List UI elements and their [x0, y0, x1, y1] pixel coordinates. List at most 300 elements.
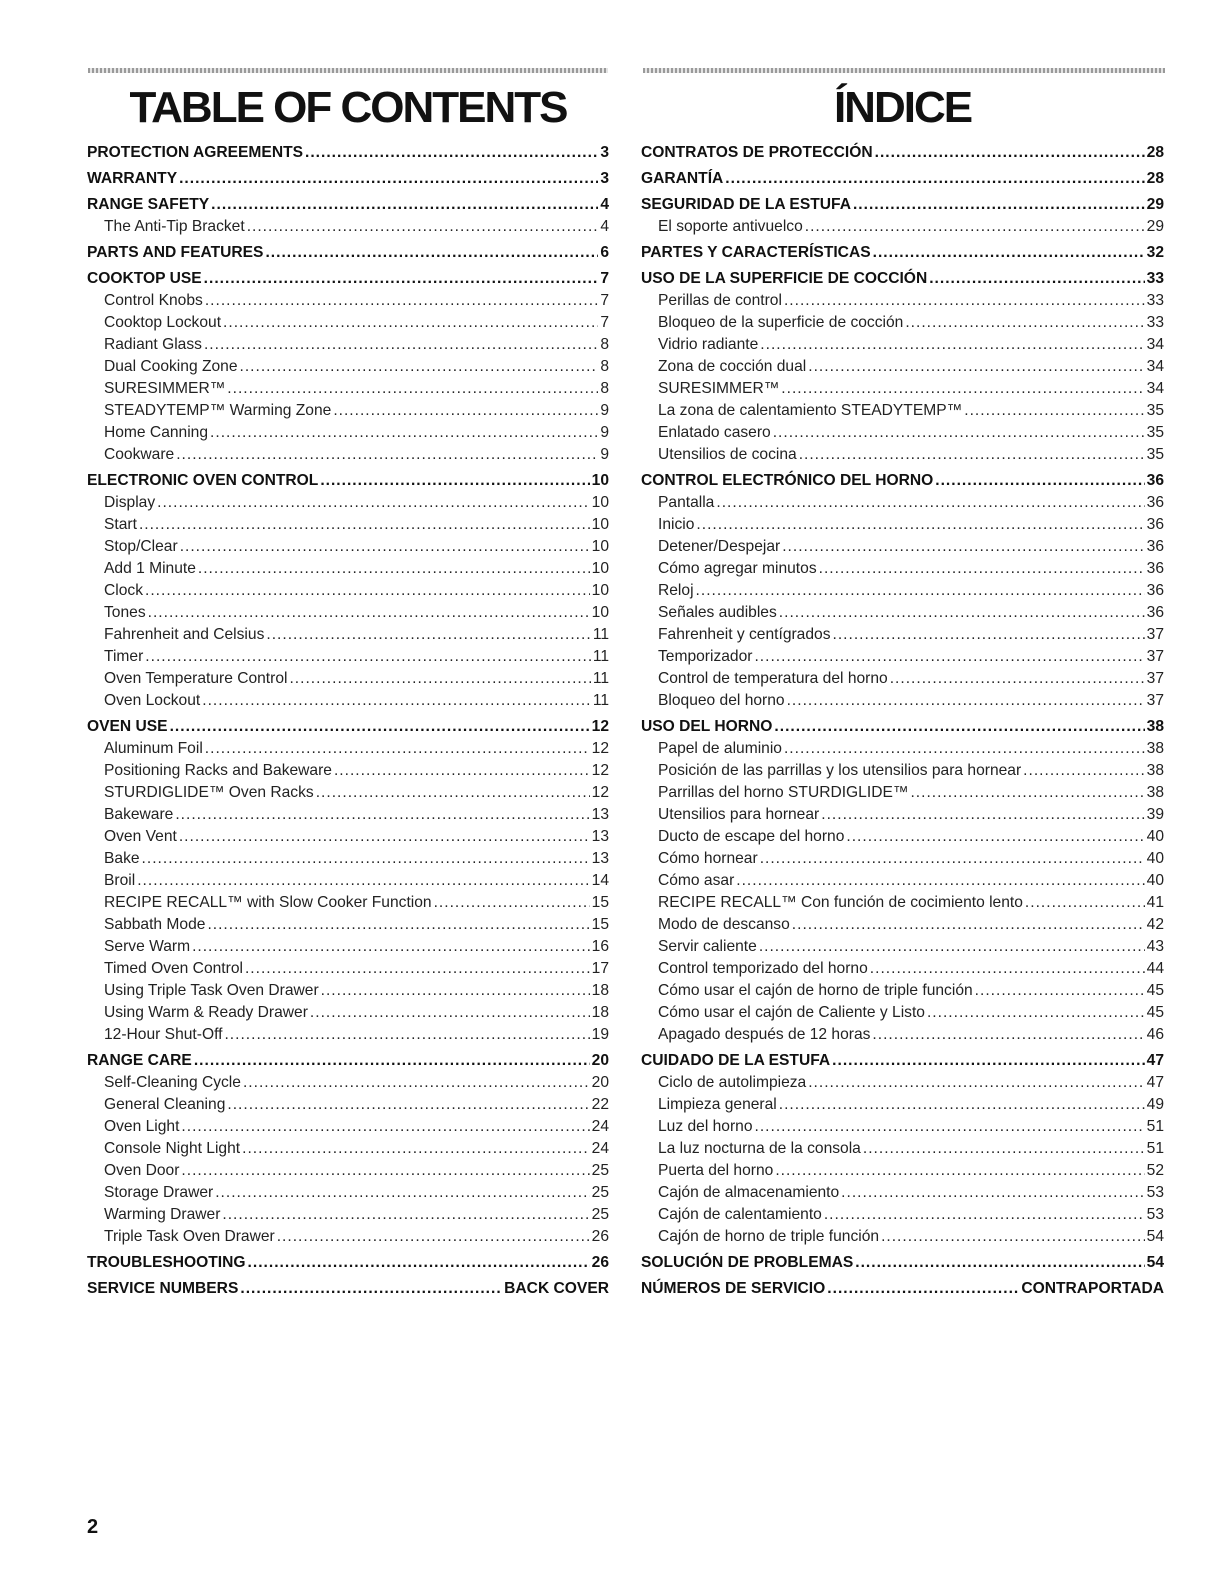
entry-page-number: 14: [591, 872, 609, 889]
entry-page-number: 3: [600, 170, 609, 187]
dot-leader: [222, 1204, 589, 1226]
dot-leader: [148, 602, 590, 624]
entry-page-number: 18: [591, 982, 609, 999]
dot-leader: [204, 268, 599, 290]
toc-subsection-entry: [641, 1226, 1164, 1248]
dot-leader: [910, 782, 1144, 804]
toc-subsection-entry: [87, 378, 609, 400]
entry-page-number: 13: [591, 828, 609, 845]
dot-leader: [881, 1226, 1145, 1248]
entry-label: Detener/Despejar: [658, 538, 781, 555]
entry-label: Broil: [104, 872, 136, 889]
toc-subsection-entry: [87, 936, 609, 958]
entry-label: Control temporizado del horno: [658, 960, 868, 977]
entry-label: Parrillas del horno STURDIGLIDE™: [658, 784, 909, 801]
entry-label: Stop/Clear: [104, 538, 178, 555]
dot-leader: [792, 914, 1145, 936]
toc-section-entry: [641, 1050, 1164, 1072]
toc-subsection-entry: [641, 1002, 1164, 1024]
entry-label: SEGURIDAD DE LA ESTUFA: [641, 196, 851, 213]
entry-label: Papel de aluminio: [658, 740, 782, 757]
dot-leader: [870, 958, 1145, 980]
dot-leader: [821, 804, 1144, 826]
toc-subsection-entry: [641, 980, 1164, 1002]
entry-page-number: 37: [1146, 670, 1164, 687]
entry-page-number: 11: [592, 648, 609, 665]
dot-leader: [181, 1160, 589, 1182]
toc-subsection-entry: [641, 356, 1164, 378]
dot-leader: [240, 356, 599, 378]
entry-label: RECIPE RECALL™ Con función de cocimiento lento: [658, 894, 1023, 911]
entry-label: Bloqueo del horno: [658, 692, 785, 709]
entry-label: Oven Light: [104, 1118, 180, 1135]
entry-page-number: 33: [1146, 270, 1164, 287]
entry-page-number: 35: [1146, 446, 1164, 463]
toc-subsection-entry: [641, 738, 1164, 760]
entry-page-number: 26: [591, 1254, 609, 1271]
dot-leader: [321, 980, 590, 1002]
entry-page-number: 54: [1146, 1228, 1164, 1245]
toc-subsection-entry: [87, 738, 609, 760]
entry-page-number: 28: [1146, 170, 1164, 187]
entry-page-number: 12: [591, 762, 609, 779]
toc-subsection-entry: [87, 334, 609, 356]
dot-leader: [224, 1024, 589, 1046]
dot-leader: [202, 690, 591, 712]
entry-label: CONTROL ELECTRÓNICO DEL HORNO: [641, 472, 934, 489]
toc-section-entry: [641, 1278, 1164, 1300]
entry-label: WARRANTY: [87, 170, 178, 187]
entry-page-number: 8: [600, 336, 609, 353]
toc-section-entry: [87, 142, 609, 164]
toc-subsection-entry: [641, 216, 1164, 238]
dot-leader: [181, 1116, 589, 1138]
dot-leader: [227, 1094, 589, 1116]
entry-label: PARTES Y CARACTERÍSTICAS: [641, 244, 871, 261]
toc-subsection-entry: [641, 1116, 1164, 1138]
toc-section-entry: [87, 470, 609, 492]
entry-page-number: 10: [591, 604, 609, 621]
dot-leader: [873, 242, 1145, 264]
dot-leader: [137, 870, 589, 892]
dot-leader: [799, 444, 1145, 466]
entry-label: Timed Oven Control: [104, 960, 243, 977]
toc-subsection-entry: [87, 914, 609, 936]
english-toc-column: [87, 82, 609, 1300]
dot-leader: [808, 356, 1144, 378]
dot-leader: [198, 558, 590, 580]
entry-label: PROTECTION AGREEMENTS: [87, 144, 304, 161]
dot-leader: [905, 312, 1144, 334]
entry-label: Oven Lockout: [104, 692, 201, 709]
toc-subsection-entry: [87, 1002, 609, 1024]
toc-subsection-entry: [641, 1204, 1164, 1226]
toc-section-entry: [87, 268, 609, 290]
entry-label: Aluminum Foil: [104, 740, 203, 757]
spanish-toc-column: [641, 82, 1164, 1300]
toc-subsection-entry: [87, 558, 609, 580]
entry-label: Control de temperatura del horno: [658, 670, 888, 687]
entry-page-number: 9: [600, 402, 609, 419]
toc-subsection-entry: [641, 690, 1164, 712]
toc-section-entry: [87, 194, 609, 216]
dot-leader: [157, 492, 590, 514]
dot-leader: [194, 1050, 590, 1072]
entry-page-number: 34: [1146, 380, 1164, 397]
toc-subsection-entry: [87, 1094, 609, 1116]
dot-leader: [205, 738, 590, 760]
entry-label: Storage Drawer: [104, 1184, 214, 1201]
entry-page-number: 39: [1146, 806, 1164, 823]
entry-label: OVEN USE: [87, 718, 168, 735]
entry-label: The Anti-Tip Bracket: [104, 218, 245, 235]
dot-leader: [841, 1182, 1144, 1204]
entry-label: Servir caliente: [658, 938, 757, 955]
toc-subsection-entry: [87, 1204, 609, 1226]
dot-leader: [833, 624, 1145, 646]
dot-leader: [242, 1138, 590, 1160]
entry-page-number: 45: [1146, 982, 1164, 999]
dot-leader: [784, 290, 1145, 312]
toc-section-entry: [641, 168, 1164, 190]
entry-label: Display: [104, 494, 156, 511]
entry-label: Self-Cleaning Cycle: [104, 1074, 241, 1091]
toc-subsection-entry: [87, 848, 609, 870]
entry-label: Señales audibles: [658, 604, 777, 621]
entry-label: Zona de cocción dual: [658, 358, 807, 375]
dot-leader: [277, 1226, 590, 1248]
dot-leader: [247, 216, 599, 238]
dot-leader: [760, 334, 1144, 356]
dot-leader: [827, 1278, 1019, 1300]
dot-leader: [179, 168, 598, 190]
entry-label: SURESIMMER™: [658, 380, 780, 397]
entry-label: El soporte antivuelco: [658, 218, 803, 235]
toc-subsection-entry: [87, 422, 609, 444]
toc-subsection-entry: [641, 624, 1164, 646]
dot-leader: [805, 216, 1145, 238]
entry-page-number: 25: [591, 1206, 609, 1223]
entry-label: Tones: [104, 604, 146, 621]
entry-label: Serve Warm: [104, 938, 191, 955]
toc-subsection-entry: [87, 356, 609, 378]
dot-leader: [334, 760, 590, 782]
entry-label: USO DEL HORNO: [641, 718, 773, 735]
entry-label: Clock: [104, 582, 143, 599]
entry-page-number: 12: [591, 740, 609, 757]
dot-leader: [434, 892, 590, 914]
dot-leader: [872, 1024, 1144, 1046]
toc-subsection-entry: [87, 216, 609, 238]
entry-label: RANGE CARE: [87, 1052, 192, 1069]
entry-page-number: 10: [591, 582, 609, 599]
dot-leader: [725, 168, 1144, 190]
dot-leader: [754, 646, 1144, 668]
toc-subsection-entry: [87, 312, 609, 334]
entry-label: Cómo agregar minutos: [658, 560, 817, 577]
entry-page-number: 40: [1146, 828, 1164, 845]
entry-label: Utensilios para hornear: [658, 806, 820, 823]
dot-leader: [787, 690, 1145, 712]
toc-subsection-entry: [641, 1182, 1164, 1204]
dot-leader: [781, 378, 1144, 400]
entry-page-number: 10: [591, 538, 609, 555]
entry-label: RECIPE RECALL™ with Slow Cooker Function: [104, 894, 432, 911]
dot-leader: [145, 580, 590, 602]
entry-label: NÚMEROS DE SERVICIO: [641, 1280, 826, 1297]
entry-label: Limpieza general: [658, 1096, 777, 1113]
toc-subsection-entry: [641, 848, 1164, 870]
entry-label: Timer: [104, 648, 144, 665]
entry-label: SOLUCIÓN DE PROBLEMAS: [641, 1254, 854, 1271]
entry-label: Pantalla: [658, 494, 715, 511]
toc-section-entry: [87, 242, 609, 264]
dot-leader: [248, 1252, 590, 1274]
toc-subsection-entry: [87, 1024, 609, 1046]
entry-label: STEADYTEMP™ Warming Zone: [104, 402, 332, 419]
entry-label: Oven Door: [104, 1162, 180, 1179]
toc-section-entry: [641, 194, 1164, 216]
entry-label: Ciclo de autolimpieza: [658, 1074, 807, 1091]
dot-leader: [929, 268, 1144, 290]
entry-page-number: 40: [1146, 850, 1164, 867]
toc-subsection-entry: [87, 690, 609, 712]
toc-subsection-entry: [87, 760, 609, 782]
entry-label: GARANTÍA: [641, 170, 724, 187]
toc-subsection-entry: [641, 602, 1164, 624]
entry-page-number: 16: [591, 938, 609, 955]
dot-leader: [736, 870, 1144, 892]
toc-section-entry: [87, 1278, 609, 1300]
toc-subsection-entry: [87, 1138, 609, 1160]
entry-page-number: 37: [1146, 648, 1164, 665]
entry-label: Cómo hornear: [658, 850, 758, 867]
entry-label: SURESIMMER™: [104, 380, 226, 397]
entry-page-number: 9: [600, 446, 609, 463]
toc-subsection-entry: [87, 580, 609, 602]
entry-label: Using Triple Task Oven Drawer: [104, 982, 319, 999]
toc-subsection-entry: [641, 782, 1164, 804]
decorative-rule-right: [643, 68, 1165, 73]
dot-leader: [863, 1138, 1145, 1160]
entry-page-number: 8: [600, 380, 609, 397]
dot-leader: [779, 602, 1145, 624]
entry-page-number: 36: [1146, 472, 1164, 489]
dot-leader: [782, 536, 1144, 558]
entry-page-number: 15: [591, 916, 609, 933]
entry-page-number: 36: [1146, 604, 1164, 621]
dot-leader: [289, 668, 590, 690]
dot-leader: [266, 624, 590, 646]
toc-subsection-entry: [641, 492, 1164, 514]
entry-label: Sabbath Mode: [104, 916, 206, 933]
entry-page-number: 28: [1146, 144, 1164, 161]
entry-label: PARTS AND FEATURES: [87, 244, 264, 261]
entry-label: Apagado después de 12 horas: [658, 1026, 871, 1043]
toc-subsection-entry: [87, 892, 609, 914]
indice-entries: [641, 142, 1164, 1300]
dot-leader: [310, 1002, 590, 1024]
entry-page-number: BACK COVER: [504, 1280, 609, 1297]
entry-label: Warming Drawer: [104, 1206, 221, 1223]
toc-subsection-entry: [87, 870, 609, 892]
toc-subsection-entry: [641, 514, 1164, 536]
dot-leader: [180, 536, 590, 558]
dot-leader: [890, 668, 1145, 690]
dot-leader: [316, 782, 590, 804]
entry-page-number: 15: [591, 894, 609, 911]
toc-subsection-entry: [87, 782, 609, 804]
toc-section-entry: [87, 1050, 609, 1072]
entry-page-number: 36: [1146, 494, 1164, 511]
entry-label: La zona de calentamiento STEADYTEMP™: [658, 402, 963, 419]
entry-page-number: 38: [1146, 718, 1164, 735]
toc-section-entry: [87, 168, 609, 190]
dot-leader: [205, 290, 598, 312]
toc-subsection-entry: [641, 826, 1164, 848]
entry-page-number: 20: [591, 1074, 609, 1091]
toc-subsection-entry: [87, 1182, 609, 1204]
entry-label: Bake: [104, 850, 140, 867]
entry-label: Cómo asar: [658, 872, 735, 889]
entry-page-number: 38: [1146, 762, 1164, 779]
entry-page-number: 12: [591, 718, 609, 735]
dot-leader: [265, 242, 598, 264]
entry-page-number: 10: [591, 494, 609, 511]
indice-title: ÍNDICE: [833, 83, 972, 132]
dot-leader: [305, 142, 598, 164]
toc-section-entry: [641, 242, 1164, 264]
dot-leader: [245, 958, 590, 980]
toc-subsection-entry: [641, 580, 1164, 602]
entry-label: STURDIGLIDE™ Oven Racks: [104, 784, 314, 801]
dot-leader: [774, 716, 1144, 738]
toc-subsection-entry: [641, 444, 1164, 466]
entry-label: Bloqueo de la superficie de cocción: [658, 314, 904, 331]
dot-leader: [875, 142, 1145, 164]
toc-section-entry: [641, 142, 1164, 164]
dot-leader: [1025, 892, 1145, 914]
toc-subsection-entry: [87, 1116, 609, 1138]
toc-subsection-entry: [641, 1024, 1164, 1046]
entry-label: Ducto de escape del horno: [658, 828, 845, 845]
dot-leader: [775, 1160, 1144, 1182]
entry-label: COOKTOP USE: [87, 270, 202, 287]
toc-subsection-entry: [641, 936, 1164, 958]
toc-subsection-entry: [87, 400, 609, 422]
entry-label: Oven Vent: [104, 828, 177, 845]
entry-page-number: 51: [1146, 1140, 1164, 1157]
entry-page-number: 25: [591, 1184, 609, 1201]
entry-label: Inicio: [658, 516, 695, 533]
entry-page-number: 38: [1146, 784, 1164, 801]
dot-leader: [227, 378, 598, 400]
entry-page-number: 13: [591, 850, 609, 867]
entry-page-number: 24: [591, 1118, 609, 1135]
toc-subsection-entry: [641, 422, 1164, 444]
toc-subsection-entry: [87, 514, 609, 536]
entry-label: USO DE LA SUPERFICIE DE COCCIÓN: [641, 270, 928, 287]
entry-page-number: 7: [600, 270, 609, 287]
toc-entries: [87, 142, 609, 1300]
dot-leader: [1023, 760, 1144, 782]
entry-label: Posición de las parrillas y los utensilios para hornear: [658, 762, 1022, 779]
toc-subsection-entry: [641, 804, 1164, 826]
entry-label: 12-Hour Shut-Off: [104, 1026, 223, 1043]
dot-leader: [760, 848, 1145, 870]
dot-leader: [170, 716, 590, 738]
toc-subsection-entry: [87, 536, 609, 558]
entry-label: Perillas de control: [658, 292, 782, 309]
entry-label: Fahrenheit y centígrados: [658, 626, 831, 643]
decorative-rule-left: [88, 68, 608, 73]
entry-label: Cookware: [104, 446, 175, 463]
dot-leader: [211, 194, 598, 216]
entry-page-number: 49: [1146, 1096, 1164, 1113]
dot-leader: [927, 1002, 1145, 1024]
entry-page-number: 10: [591, 472, 609, 489]
dot-leader: [145, 646, 591, 668]
dot-leader: [215, 1182, 589, 1204]
dot-leader: [935, 470, 1144, 492]
entry-label: Cajón de calentamiento: [658, 1206, 822, 1223]
toc-subsection-entry: [87, 958, 609, 980]
toc-title: TABLE OF CONTENTS: [129, 83, 567, 132]
toc-subsection-entry: [87, 624, 609, 646]
entry-page-number: 9: [600, 424, 609, 441]
entry-page-number: 54: [1146, 1254, 1164, 1271]
entry-label: Cajón de horno de triple función: [658, 1228, 880, 1245]
toc-subsection-entry: [641, 536, 1164, 558]
dot-leader: [846, 826, 1144, 848]
entry-page-number: 46: [1146, 1026, 1164, 1043]
toc-subsection-entry: [641, 1072, 1164, 1094]
entry-label: Console Night Light: [104, 1140, 241, 1157]
entry-label: Bakeware: [104, 806, 174, 823]
entry-label: Home Canning: [104, 424, 209, 441]
toc-section-entry: [87, 1252, 609, 1274]
entry-label: Using Warm & Ready Drawer: [104, 1004, 308, 1021]
entry-page-number: 4: [600, 196, 609, 213]
toc-subsection-entry: [87, 444, 609, 466]
entry-page-number: 43: [1146, 938, 1164, 955]
dot-leader: [824, 1204, 1145, 1226]
dot-leader: [192, 936, 590, 958]
toc-subsection-entry: [641, 558, 1164, 580]
dot-leader: [240, 1278, 502, 1300]
entry-label: Cooktop Lockout: [104, 314, 222, 331]
entry-page-number: CONTRAPORTADA: [1021, 1280, 1164, 1297]
toc-subsection-entry: [87, 826, 609, 848]
toc-subsection-entry: [641, 334, 1164, 356]
dot-leader: [175, 804, 589, 826]
dot-leader: [207, 914, 589, 936]
dot-leader: [784, 738, 1145, 760]
entry-page-number: 35: [1146, 402, 1164, 419]
toc-subsection-entry: [641, 400, 1164, 422]
dot-leader: [223, 312, 598, 334]
entry-page-number: 37: [1146, 692, 1164, 709]
toc-subsection-entry: [641, 668, 1164, 690]
toc-subsection-entry: [87, 1160, 609, 1182]
dot-leader: [716, 492, 1144, 514]
toc-subsection-entry: [641, 312, 1164, 334]
entry-page-number: 17: [591, 960, 609, 977]
entry-page-number: 47: [1146, 1074, 1164, 1091]
entry-label: CUIDADO DE LA ESTUFA: [641, 1052, 831, 1069]
entry-page-number: 3: [600, 144, 609, 161]
entry-page-number: 36: [1146, 560, 1164, 577]
